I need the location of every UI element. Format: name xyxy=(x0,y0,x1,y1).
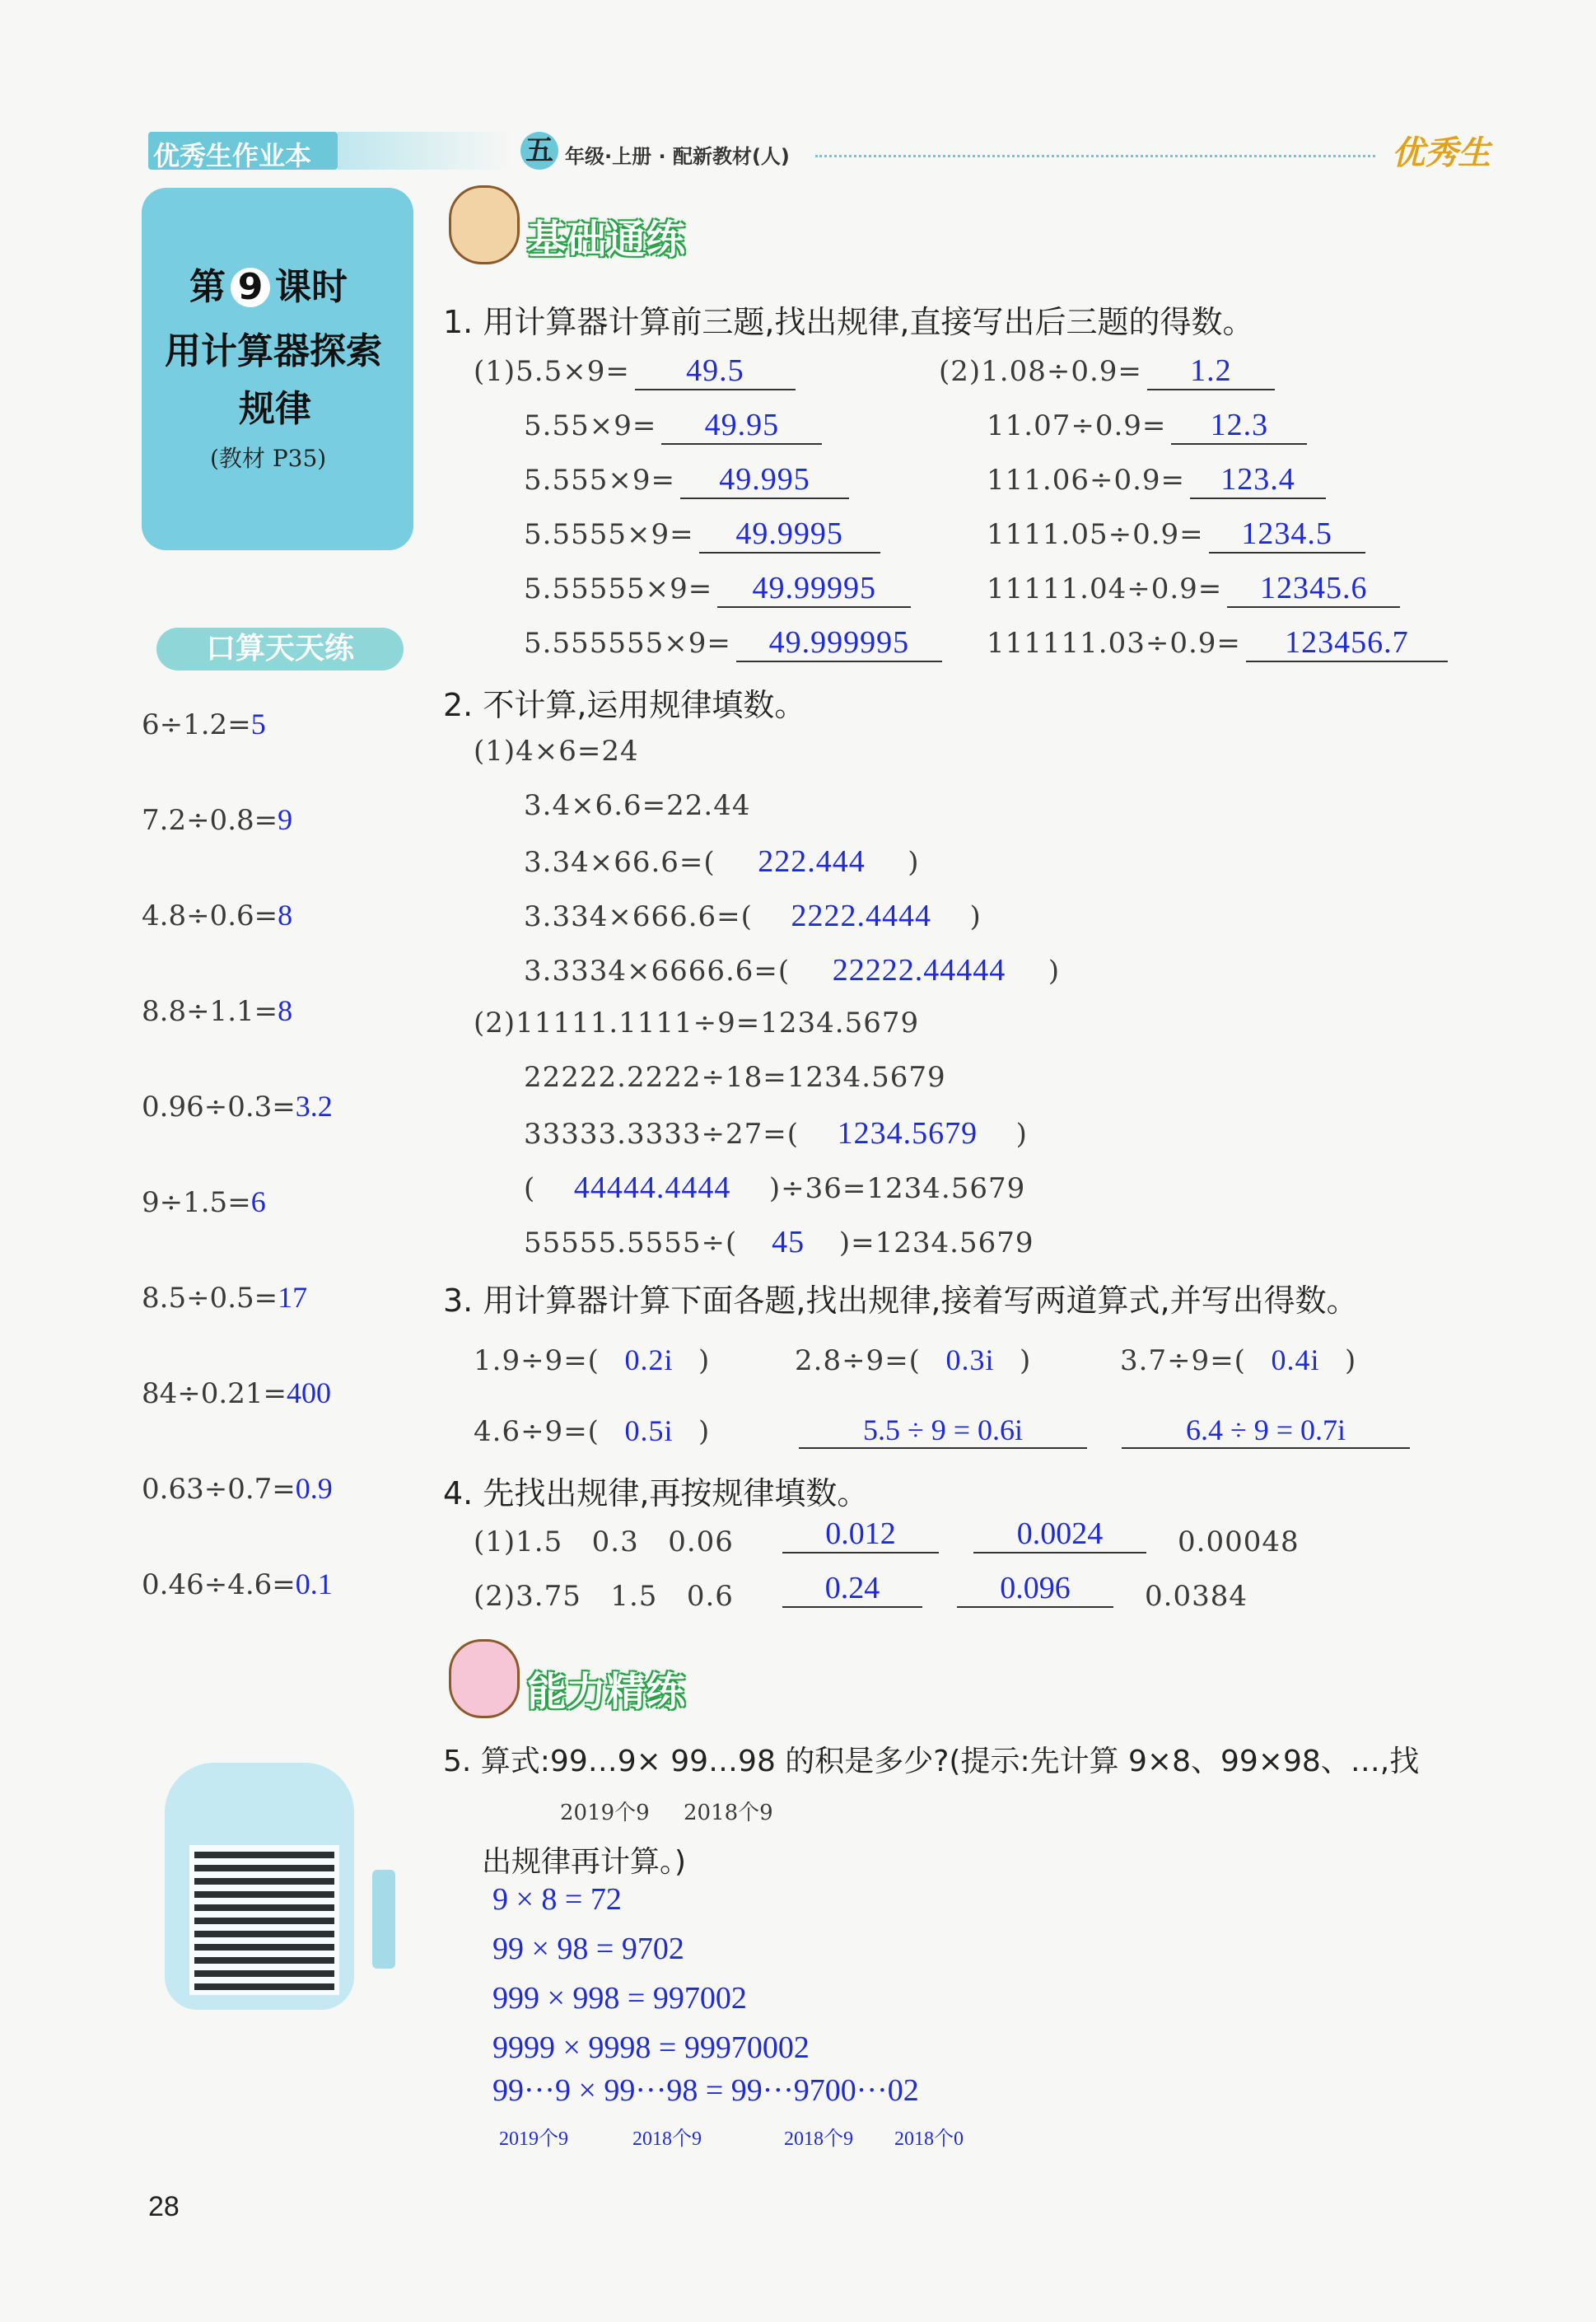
oral-calc-answer: 5 xyxy=(250,708,266,741)
q1-left-question: 5.55555×9= xyxy=(524,572,713,605)
oral-calc-item xyxy=(142,1471,333,1506)
q5-title: 5. 算式:99…9× 99…98 的积是多少?(提示:先计算 9×8、99×98、…,找 xyxy=(443,1745,1420,1778)
q2-p1-line1: (1)4×6=24 xyxy=(474,735,639,768)
oral-calc-question: 8.5÷0.5= xyxy=(142,1282,278,1315)
q3-extra2: 6.4 ÷ 9 = 0.7i xyxy=(1122,1413,1410,1449)
q4-row2 xyxy=(474,1580,734,1613)
q2-p2-line5-question: 55555.5555÷( xyxy=(524,1226,738,1259)
q3-item xyxy=(474,1343,710,1377)
oral-calc-question: 0.46÷4.6= xyxy=(142,1568,296,1601)
oral-calc-answer: 8 xyxy=(278,899,293,932)
q4-row2-given-3: 0.6 xyxy=(686,1580,734,1613)
oral-calc-item xyxy=(142,802,292,837)
q4-row2-answer2: 0.096 xyxy=(957,1570,1113,1608)
q1-right-question: 1111.05÷0.9= xyxy=(987,518,1204,551)
q3-question: 4.6÷9=( xyxy=(474,1415,600,1448)
q1-left-answer: 49.9995 xyxy=(699,516,880,554)
q2-p2-line3 xyxy=(524,1115,1028,1152)
q1-left-answer: 49.95 xyxy=(661,407,822,445)
q2-p1-line3-answer: 222.444 xyxy=(758,844,866,879)
lesson-prefix: 第 xyxy=(189,266,226,308)
close-paren: ) xyxy=(698,1344,711,1377)
section-basic-banner: 基础通练 xyxy=(527,217,686,263)
girl-illustration-icon xyxy=(449,1639,520,1718)
oral-calc-item xyxy=(142,1567,333,1601)
oral-calc-item xyxy=(142,707,266,741)
close-paren: ) xyxy=(1015,1118,1028,1151)
q3-answer: 0.3i xyxy=(945,1343,995,1376)
q1-left-question: 5.5555×9= xyxy=(524,518,694,551)
oral-calc-question: 7.2÷0.8= xyxy=(142,804,278,837)
q3-question: 2.8÷9=( xyxy=(795,1344,921,1377)
q1-left-row xyxy=(524,624,942,662)
q2-title: 2. 不计算,运用规律填数。 xyxy=(443,687,806,723)
open-paren: ( xyxy=(524,1172,536,1205)
q3-extra1: 5.5 ÷ 9 = 0.6i xyxy=(799,1413,1087,1449)
q2-p2-line4-question: )÷36=1234.5679 xyxy=(768,1172,1026,1205)
oral-calc-question: 0.63÷0.7= xyxy=(142,1473,296,1506)
oral-calc-answer: 8 xyxy=(278,994,293,1027)
q1-left-answer: 49.5 xyxy=(635,353,796,390)
header-dotted-line xyxy=(815,155,1375,157)
close-paren: ) xyxy=(1019,1344,1032,1377)
brand-gradient xyxy=(338,132,511,170)
q1-left-answer: 49.99995 xyxy=(717,570,911,608)
q5-work-line: 9999 × 9998 = 99970002 xyxy=(492,2030,810,2065)
q1-right-question: 11.07÷0.9= xyxy=(987,409,1167,442)
q1-right-answer: 123.4 xyxy=(1190,461,1326,499)
q1-right-row xyxy=(987,570,1400,608)
q1-left-row xyxy=(524,516,880,554)
q1-left-row xyxy=(474,353,796,390)
q4-row1 xyxy=(474,1525,734,1558)
oral-calc-item xyxy=(142,993,292,1028)
oral-calc-question: 0.96÷0.3= xyxy=(142,1091,296,1124)
q1-left-question: 5.55×9= xyxy=(524,409,657,442)
q2-p2-line4-answer: 44444.4444 xyxy=(573,1170,731,1205)
q4-row2-last: 0.0384 xyxy=(1145,1580,1248,1613)
q1-right-row xyxy=(987,624,1448,662)
q5-final-label3: 2018个9 xyxy=(784,2128,853,2150)
q5-under2: 2018个9 xyxy=(684,1801,773,1825)
boy-illustration-icon xyxy=(449,185,520,264)
q2-p1-line5-answer: 22222.44444 xyxy=(832,953,1006,988)
q2-p2-line5 xyxy=(524,1224,1034,1260)
lesson-title-line2: 规律 xyxy=(239,388,311,430)
oral-calc-question: 84÷0.21= xyxy=(142,1377,287,1410)
q5-final-label4: 2018个0 xyxy=(894,2128,964,2150)
q1-left-question: 5.555555×9= xyxy=(524,627,731,660)
oral-calc-answer: 17 xyxy=(278,1281,308,1314)
q4-row1-given-3: 0.06 xyxy=(668,1525,734,1558)
q2-p1-line5-question: 3.3334×6666.6=( xyxy=(524,955,791,988)
q1-left-row xyxy=(524,407,822,445)
section-ability-banner: 能力精练 xyxy=(527,1669,686,1715)
lesson-reference: (教材 P35) xyxy=(210,445,327,472)
oral-calc-question: 8.8÷1.1= xyxy=(142,995,278,1028)
q1-left-answer: 49.995 xyxy=(680,461,849,499)
page-number: 28 xyxy=(148,2191,180,2222)
q3-answer: 0.4i xyxy=(1271,1343,1320,1376)
q4-row1-last: 0.00048 xyxy=(1178,1525,1300,1558)
q3-item xyxy=(474,1413,710,1448)
oral-calc-item xyxy=(142,1376,331,1410)
q5-work-line: 99 × 98 = 9702 xyxy=(492,1932,684,1966)
close-paren: ) xyxy=(1344,1344,1357,1377)
q5-work-line: 999 × 998 = 997002 xyxy=(492,1981,747,2016)
q1-left-row xyxy=(524,570,911,608)
q3-answer: 0.5i xyxy=(624,1414,674,1447)
q5-work-line: 9 × 8 = 72 xyxy=(492,1882,622,1917)
grade-label: 年级·上册 · 配新教材(人) xyxy=(565,145,790,168)
lesson-number-circle: 9 xyxy=(231,268,270,307)
q2-p1-line4-question: 3.334×666.6=( xyxy=(524,900,753,933)
q1-right-answer: 1234.5 xyxy=(1209,516,1365,554)
q1-left-answer: 49.999995 xyxy=(736,624,942,662)
q4-row2-given-1: (2)3.75 xyxy=(474,1580,581,1613)
q3-title: 3. 用计算器计算下面各题,找出规律,接着写两道算式,并写出得数。 xyxy=(443,1282,1358,1319)
oral-calc-item xyxy=(142,898,292,932)
q4-row1-answer2: 0.0024 xyxy=(973,1516,1146,1553)
q2-p2-line1: (2)11111.1111÷9=1234.5679 xyxy=(474,1007,920,1040)
q5-final: 99···9 × 99···98 = 99···9700···02 xyxy=(492,2073,919,2108)
section-oral-banner: 口算天天练 xyxy=(156,628,404,670)
publisher-logo: 优秀生 xyxy=(1392,134,1491,172)
oral-calc-answer: 6 xyxy=(250,1185,266,1218)
q1-left-row xyxy=(524,461,849,499)
q1-right-row xyxy=(987,407,1307,445)
q5-title2: 出规律再计算。) xyxy=(482,1845,687,1879)
oral-calc-question: 9÷1.5= xyxy=(142,1186,251,1219)
q1-left-question: (1)5.5×9= xyxy=(474,355,630,388)
oral-calc-item xyxy=(142,1280,307,1315)
q2-p2-line2: 22222.2222÷18=1234.5679 xyxy=(524,1061,946,1094)
q1-title: 1. 用计算器计算前三题,找出规律,直接写出后三题的得数。 xyxy=(443,304,1254,340)
close-paren: ) xyxy=(1048,955,1061,988)
q2-p2-line3-answer: 1234.5679 xyxy=(837,1116,978,1151)
q3-item xyxy=(1120,1343,1356,1377)
oral-calc-answer: 400 xyxy=(286,1376,331,1409)
q4-title: 4. 先找出规律,再按规律填数。 xyxy=(443,1475,869,1511)
close-paren: ) xyxy=(698,1415,711,1448)
q4-row1-given-1: (1)1.5 xyxy=(474,1525,563,1558)
oral-calc-question: 4.8÷0.6= xyxy=(142,899,278,932)
lesson-suffix: 课时 xyxy=(275,266,348,308)
q4-row1-given-2: 0.3 xyxy=(591,1525,639,1558)
grade-badge: 五 xyxy=(520,132,558,170)
oral-calc-answer: 0.1 xyxy=(295,1567,333,1600)
q2-p2-line5-answer: 45 xyxy=(772,1225,805,1259)
q1-right-answer: 123456.7 xyxy=(1246,624,1448,662)
q1-right-question: (2)1.08÷0.9= xyxy=(939,355,1142,388)
lesson-title-line1: 用计算器探索 xyxy=(165,330,382,372)
q2-p1-line4 xyxy=(524,898,982,934)
q5-final-label2: 2018个9 xyxy=(632,2128,702,2150)
oral-calc-question: 6÷1.2= xyxy=(142,708,251,741)
brand-title: 优秀生作业本 xyxy=(153,140,312,171)
qr-side-tag xyxy=(372,1870,395,1969)
q1-left-question: 5.555×9= xyxy=(524,464,675,497)
q2-p1-line3 xyxy=(524,843,920,880)
lesson-number xyxy=(189,257,348,310)
q1-right-answer: 1.2 xyxy=(1147,353,1275,390)
oral-calc-item xyxy=(142,1089,333,1124)
q1-right-answer: 12345.6 xyxy=(1227,570,1400,608)
q3-answer: 0.2i xyxy=(624,1343,674,1376)
q2-p1-line5 xyxy=(524,952,1060,988)
q2-p1-line4-answer: 2222.4444 xyxy=(791,899,931,933)
q3-question: 1.9÷9=( xyxy=(474,1344,600,1377)
q5-final-label1: 2019个9 xyxy=(499,2128,568,2150)
oral-calc-answer: 9 xyxy=(278,803,293,836)
q5-under1: 2019个9 xyxy=(560,1801,650,1825)
q4-row2-given-2: 1.5 xyxy=(610,1580,658,1613)
oral-calc-item xyxy=(142,1184,266,1219)
q1-right-row xyxy=(939,353,1275,390)
close-paren: ) xyxy=(969,900,982,933)
q2-p2-line3-question: 33333.3333÷27=( xyxy=(524,1118,799,1151)
q1-right-question: 11111.04÷0.9= xyxy=(987,572,1223,605)
q4-row2-answer1: 0.24 xyxy=(782,1570,922,1608)
q1-right-question: 111111.03÷0.9= xyxy=(987,627,1241,660)
q3-item xyxy=(795,1343,1031,1377)
oral-calc-answer: 3.2 xyxy=(295,1090,333,1123)
qr-code-icon[interactable] xyxy=(189,1845,339,1995)
q3-question: 3.7÷9=( xyxy=(1120,1344,1246,1377)
q1-right-row xyxy=(987,461,1326,499)
q2-p2-line5-end: )=1234.5679 xyxy=(838,1226,1034,1259)
q1-right-row xyxy=(987,516,1365,554)
q2-p1-line2: 3.4×6.6=22.44 xyxy=(524,789,751,822)
q2-p2-line4 xyxy=(524,1170,1025,1206)
q4-row1-answer1: 0.012 xyxy=(782,1516,939,1553)
q1-right-answer: 12.3 xyxy=(1171,407,1307,445)
close-paren: ) xyxy=(908,846,920,879)
oral-calc-answer: 0.9 xyxy=(295,1472,333,1505)
q2-p1-line3-question: 3.34×66.6=( xyxy=(524,846,716,879)
q1-right-question: 111.06÷0.9= xyxy=(987,464,1186,497)
